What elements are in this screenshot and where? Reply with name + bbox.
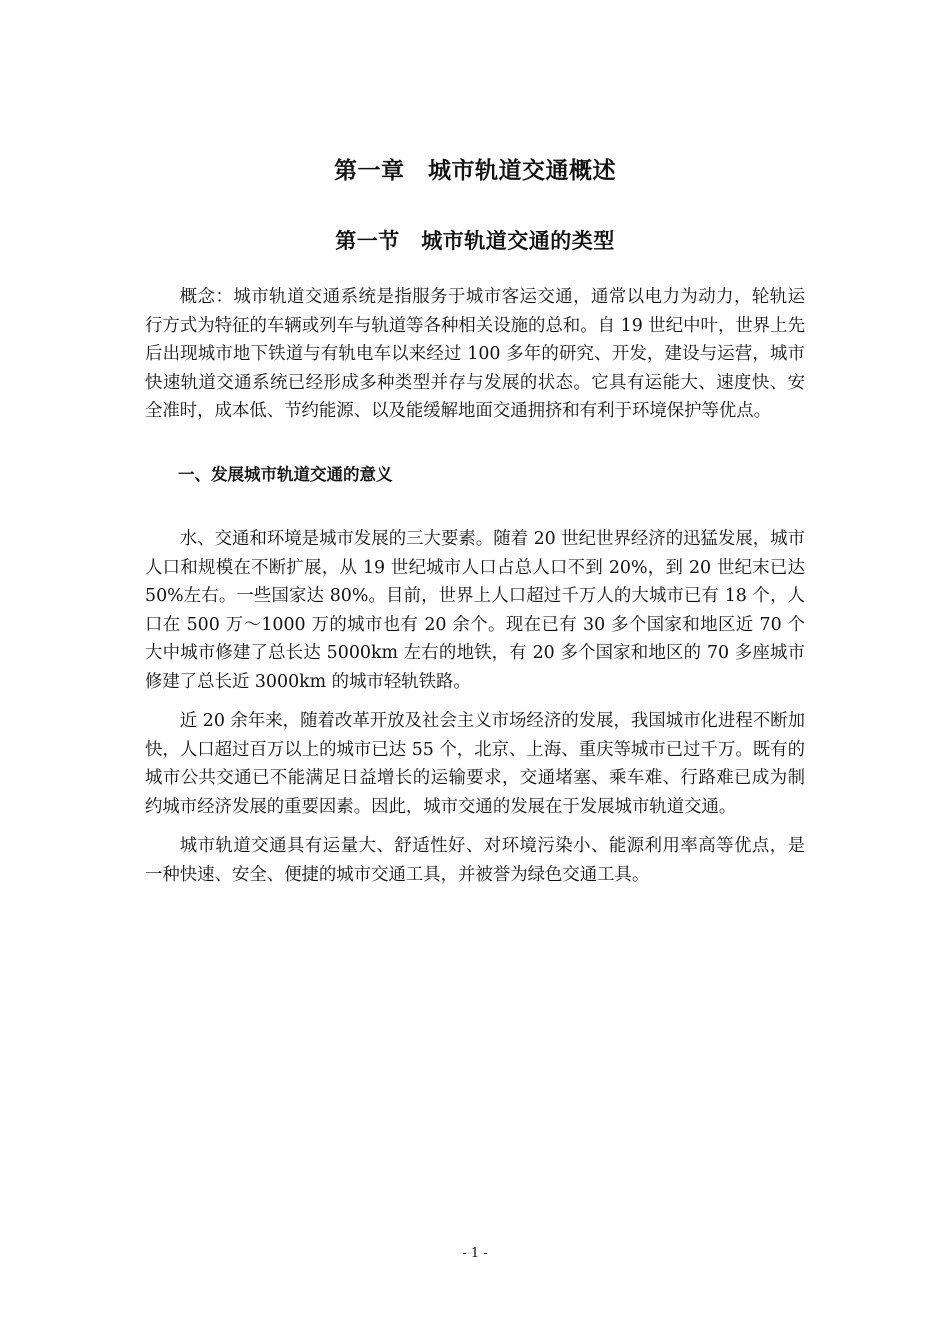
body-content: [145, 283, 805, 889]
concept-paragraph: 概念：城市轨道交通系统是指服务于城市客运交通，通常以电力为动力，轮轨运行方式为特征的车辆或列车与轨道等各种相关设施的总和。自 19 世纪中叶，世界上先后出现城市地下铁道与有轨电车以来经过 100 多年的研究、开发，建设与运营，城市快速轨道交通系统已经形成多种类型并存与发展的状态。它具有运能大、速度快、安全准时，成本低、节约能源、以及能缓解地面交通拥挤和有利于环境保护等优点。: [145, 287, 805, 421]
body-paragraph: 水、交通和环境是城市发展的三大要素。随着 20 世纪世界经济的迅猛发展，城市人口和规模在不断扩展，从 19 世纪城市人口占总人口不到 20%，到 20 世纪末已达 50%左右。一些国家达 80%。目前，世界上人口超过千万人的大城市已有 18 个，人口在 500 万～1000 万的城市也有 20 余个。现在已有 30 多个国家和地区近 70 个大中城市修建了总长达 5000km 左右的地铁，有 20 多个国家和地区的 70 多座城市修建了总长近 3000km 的城市轻轨铁路。: [145, 529, 805, 692]
section-title: 第一节 城市轨道交通的类型: [335, 229, 615, 253]
chapter-title: 第一章 城市轨道交通概述: [334, 158, 616, 184]
spacer: [145, 489, 805, 525]
page-number: - 1 -: [462, 1246, 488, 1261]
spacer: [145, 426, 805, 461]
spacer: [145, 696, 805, 707]
spacer: [145, 821, 805, 832]
subheading-significance: 一、发展城市轨道交通的意义: [178, 464, 393, 484]
body-paragraph: 城市轨道交通具有运量大、舒适性好、对环境污染小、能源利用率高等优点，是一种快速、安全、便捷的城市交通工具，并被誉为绿色交通工具。: [145, 836, 805, 885]
body-paragraph: 近 20 余年来，随着改革开放及社会主义市场经济的发展，我国城市化进程不断加快，人口超过百万以上的城市已达 55 个，北京、上海、重庆等城市已过千万。既有的城市公共交通已不能满足日益增长的运输要求，交通堵塞、乘车难、行路难已成为制约城市经济发展的重要因素。因此，城市交通的发展在于发展城市轨道交通。: [145, 711, 805, 817]
